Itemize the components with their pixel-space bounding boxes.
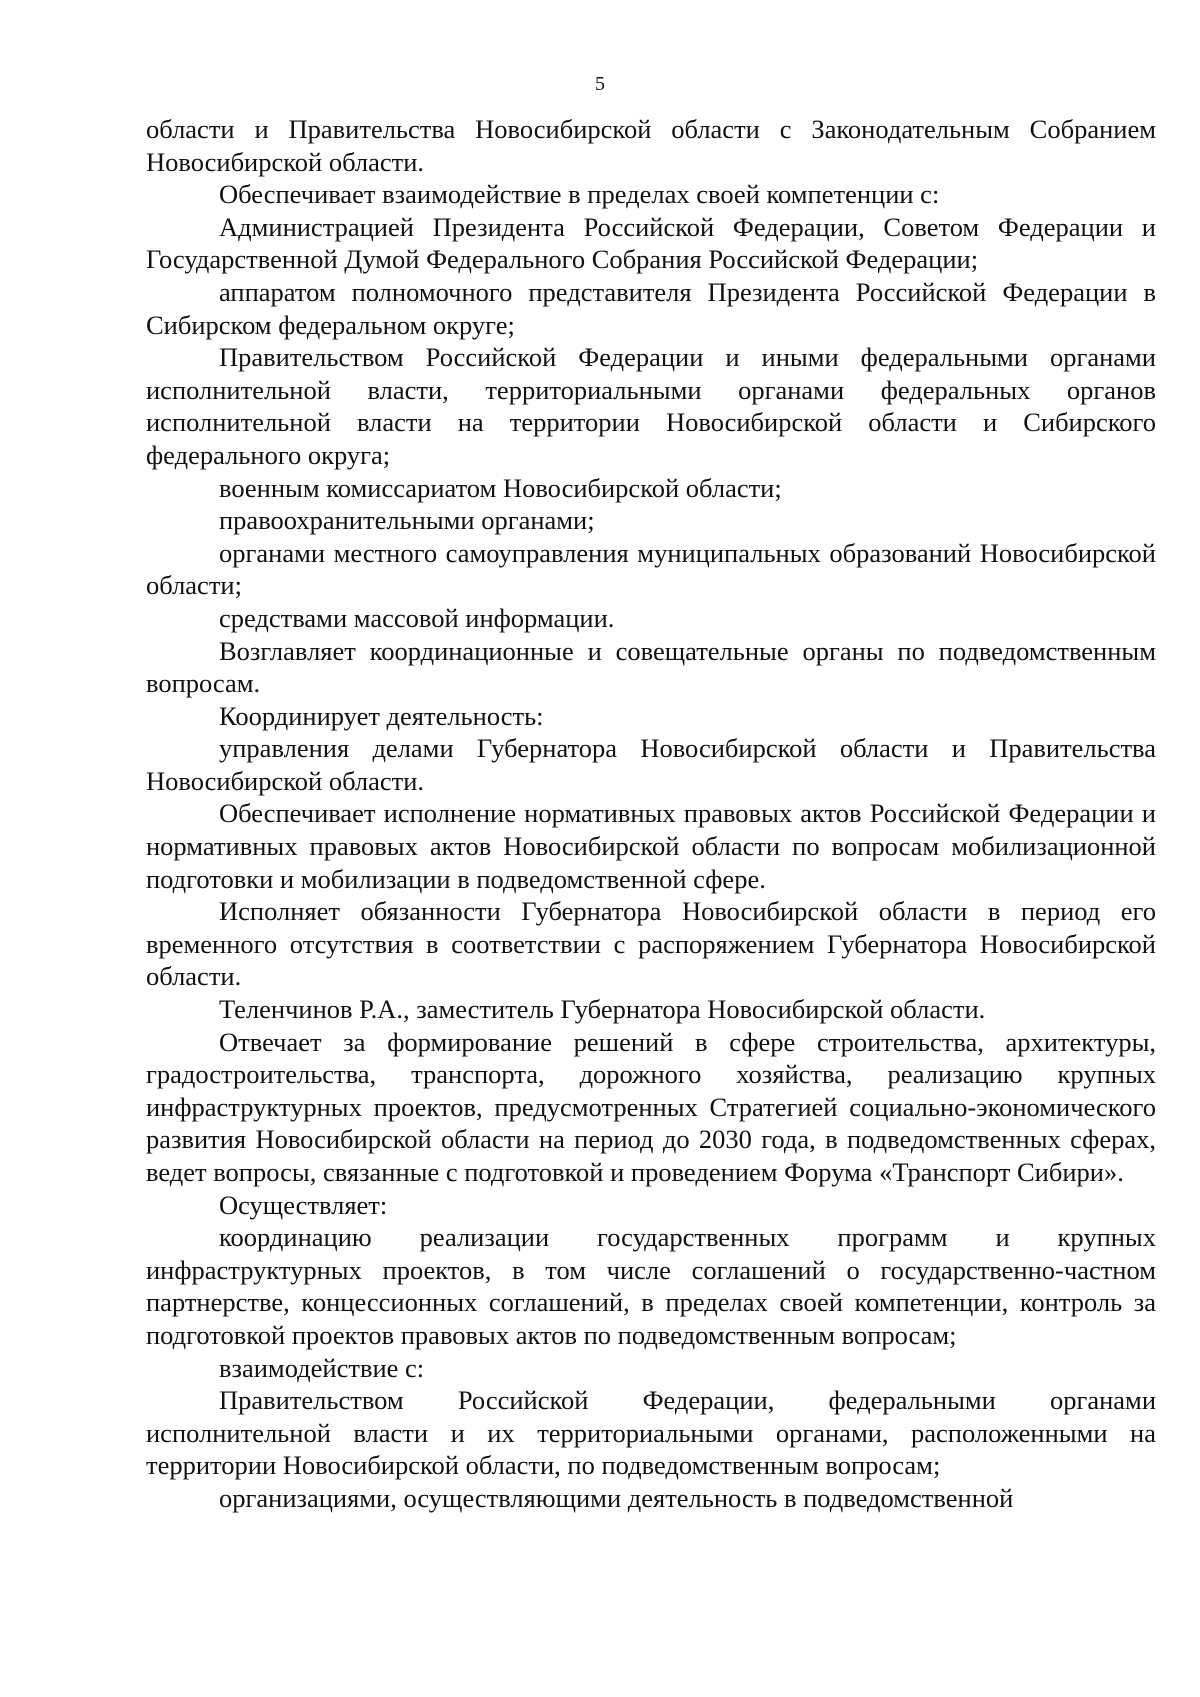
paragraph: средствами массовой информации.	[219, 602, 615, 633]
paragraph: области и Правительства Новосибирской области с Законодательным Собранием Новосибирской области.	[146, 114, 1156, 177]
paragraph: Координирует деятельность:	[219, 700, 544, 731]
paragraph: координацию реализации государственных программ и крупных инфраструктурных проектов, в том числе соглашений о государственно-частном партнерстве, концессионных соглашений, в пределах своей компетенции, контроль за подготовкой проектов правовых актов по подведомственным вопросам;	[146, 1222, 1156, 1350]
paragraph: Теленчинов Р.А., заместитель Губернатора Новосибирской области.	[219, 994, 986, 1025]
paragraph: Исполняет обязанности Губернатора Новосибирской области в период его временного отсутствия в соответствии с распоряжением Губернатора Новосибирской области.	[146, 896, 1156, 992]
paragraph: Отвечает за формирование решений в сфере строительства, архитектуры, градостроительства, транспорта, дорожного хозяйства, реализацию крупных инфраструктурных проектов, предусмотренных Стратегией социально-экономического развития Новосибирской области на период до 2030 года, в подведомственных сферах, ведет вопросы, связанные с подготовкой и проведением Форума «Транспорт Сибири».	[146, 1026, 1156, 1187]
paragraph: органами местного самоуправления муниципальных образований Новосибирской области;	[146, 537, 1156, 601]
page-number: 5	[595, 73, 605, 95]
paragraph: взаимодействие с:	[219, 1352, 425, 1383]
paragraph: Правительством Российской Федерации, федеральными органами исполнительной власти и их территориальными органами, расположенными на территории Новосибирской области, по подведомственным вопросам;	[146, 1385, 1156, 1481]
paragraph: управления делами Губернатора Новосибирской области и Правительства Новосибирской области.	[146, 733, 1156, 796]
paragraph: Возглавляет координационные и совещательные органы по подведомственным вопросам.	[146, 635, 1156, 699]
paragraph: правоохранительными органами;	[219, 505, 595, 536]
paragraph: военным комиссариатом Новосибирской области;	[219, 472, 782, 503]
document-body	[146, 113, 1156, 1515]
paragraph: организациями, осуществляющими деятельность в подведомственной	[219, 1482, 1014, 1513]
paragraph: аппаратом полномочного представителя Президента Российской Федерации в Сибирском федеральном округе;	[146, 276, 1156, 340]
paragraph: Осуществляет:	[219, 1189, 388, 1220]
paragraph: Правительством Российской Федерации и иными федеральными органами исполнительной власти, территориальными органами федеральных органов исполнительной власти на территории Новосибирской области и Сибирского федерального округа;	[146, 342, 1156, 470]
paragraph: Обеспечивает исполнение нормативных правовых актов Российской Федерации и нормативных правовых актов Новосибирской области по вопросам мобилизационной подготовки и мобилизации в подведомственной сфере.	[146, 798, 1156, 894]
paragraph: Обеспечивает взаимодействие в пределах своей компетенции с:	[219, 179, 940, 210]
paragraph: Администрацией Президента Российской Федерации, Советом Федерации и Государственной Думой Федерального Собрания Российской Федерации;	[146, 211, 1156, 275]
